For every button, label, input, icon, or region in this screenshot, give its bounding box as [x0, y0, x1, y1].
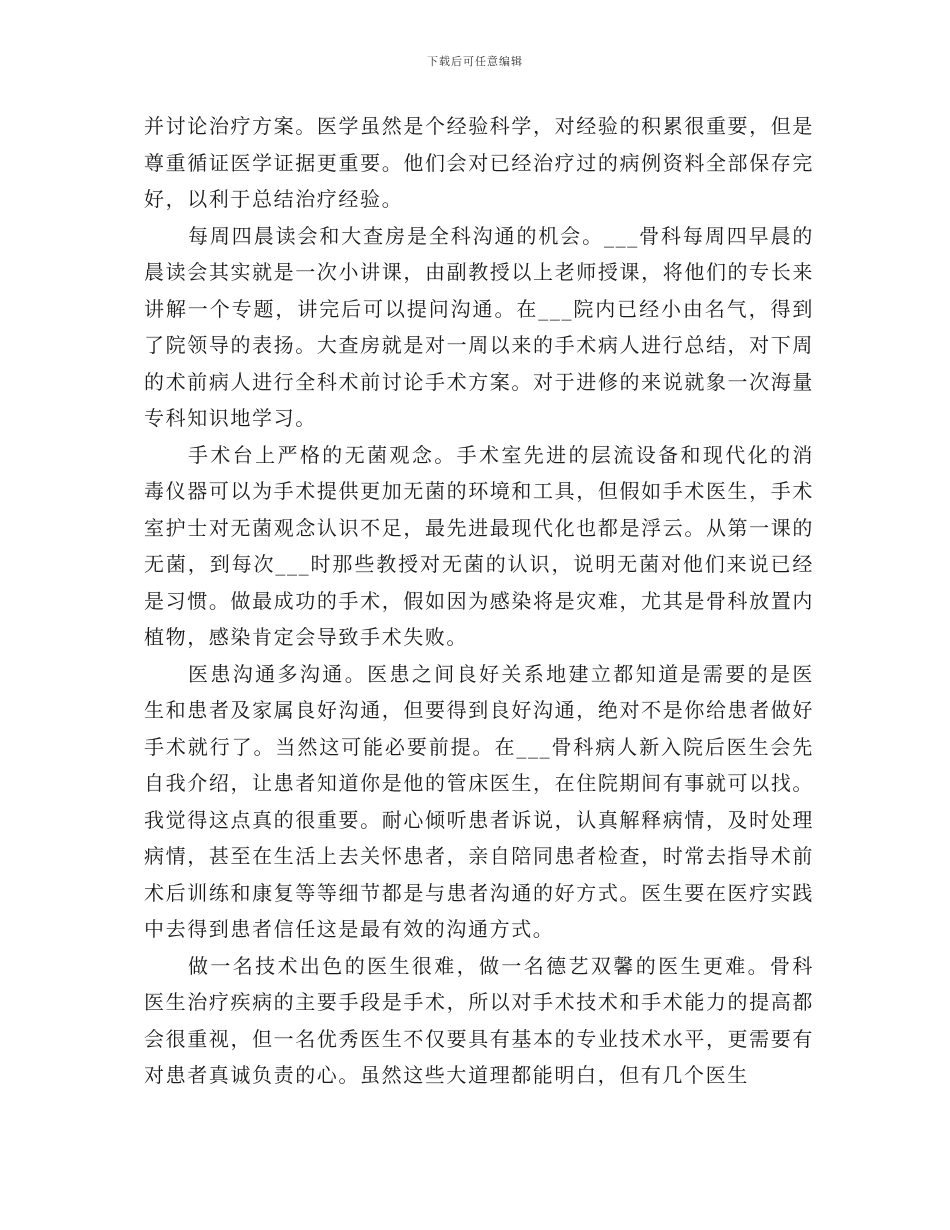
paragraph-4: 医患沟通多沟通。医患之间良好关系地建立都知道是需要的是医生和患者及家属良好沟通，但要得到良好沟通，绝对不是你给患者做好手术就行了。当然这可能必要前提。在___骨科病人新入院后医生会先自我介绍，让患者知道你是他的管床医生，在住院期间有事就可以找。我觉得这点真的很重要。耐心倾听患者诉说，认真解释病情，及时处理病情，甚至在生活上去关怀患者，亲自陪同患者检查，时常去指导术前术后训练和康复等等细节都是与患者沟通的好方式。医生要在医疗实践中去得到患者信任这是最有效的沟通方式。	[144, 661, 814, 941]
paragraph-3: 手术台上严格的无菌观念。手术室先进的层流设备和现代化的消毒仪器可以为手术提供更加无菌的环境和工具，但假如手术医生，手术室护士对无菌观念认识不足，最先进最现代化也都是浮云。从第一课的无菌，到每次___时那些教授对无菌的认识，说明无菌对他们来说已经是习惯。做最成功的手术，假如因为感染将是灾难，尤其是骨科放置内植物，感染肯定会导致手术失败。	[144, 442, 814, 649]
paragraph-2: 每周四晨读会和大查房是全科沟通的机会。___骨科每周四早晨的晨读会其实就是一次小讲课，由副教授以上老师授课，将他们的专长来讲解一个专题，讲完后可以提问沟通。在___院内已经小由名气，得到了院领导的表扬。大查房就是对一周以来的手术病人进行总结，对下周的术前病人进行全科术前讨论手术方案。对于进修的来说就象一次海量专科知识地学习。	[144, 223, 814, 430]
paragraph-5: 做一名技术出色的医生很难，做一名德艺双馨的医生更难。骨科医生治疗疾病的主要手段是手术，所以对手术技术和手术能力的提高都会很重视，但一名优秀医生不仅要具有基本的专业技术水平，更需要有对患者真诚负责的心。虽然这些大道理都能明白，但有几个医生	[144, 953, 814, 1087]
paragraph-1: 并讨论治疗方案。医学虽然是个经验科学，对经验的积累很重要，但是尊重循证医学证据更重要。他们会对已经治疗过的病例资料全部保存完好，以利于总结治疗经验。	[144, 114, 814, 211]
page-header: 下载后可任意编辑	[427, 55, 523, 68]
document-body	[144, 108, 814, 1094]
